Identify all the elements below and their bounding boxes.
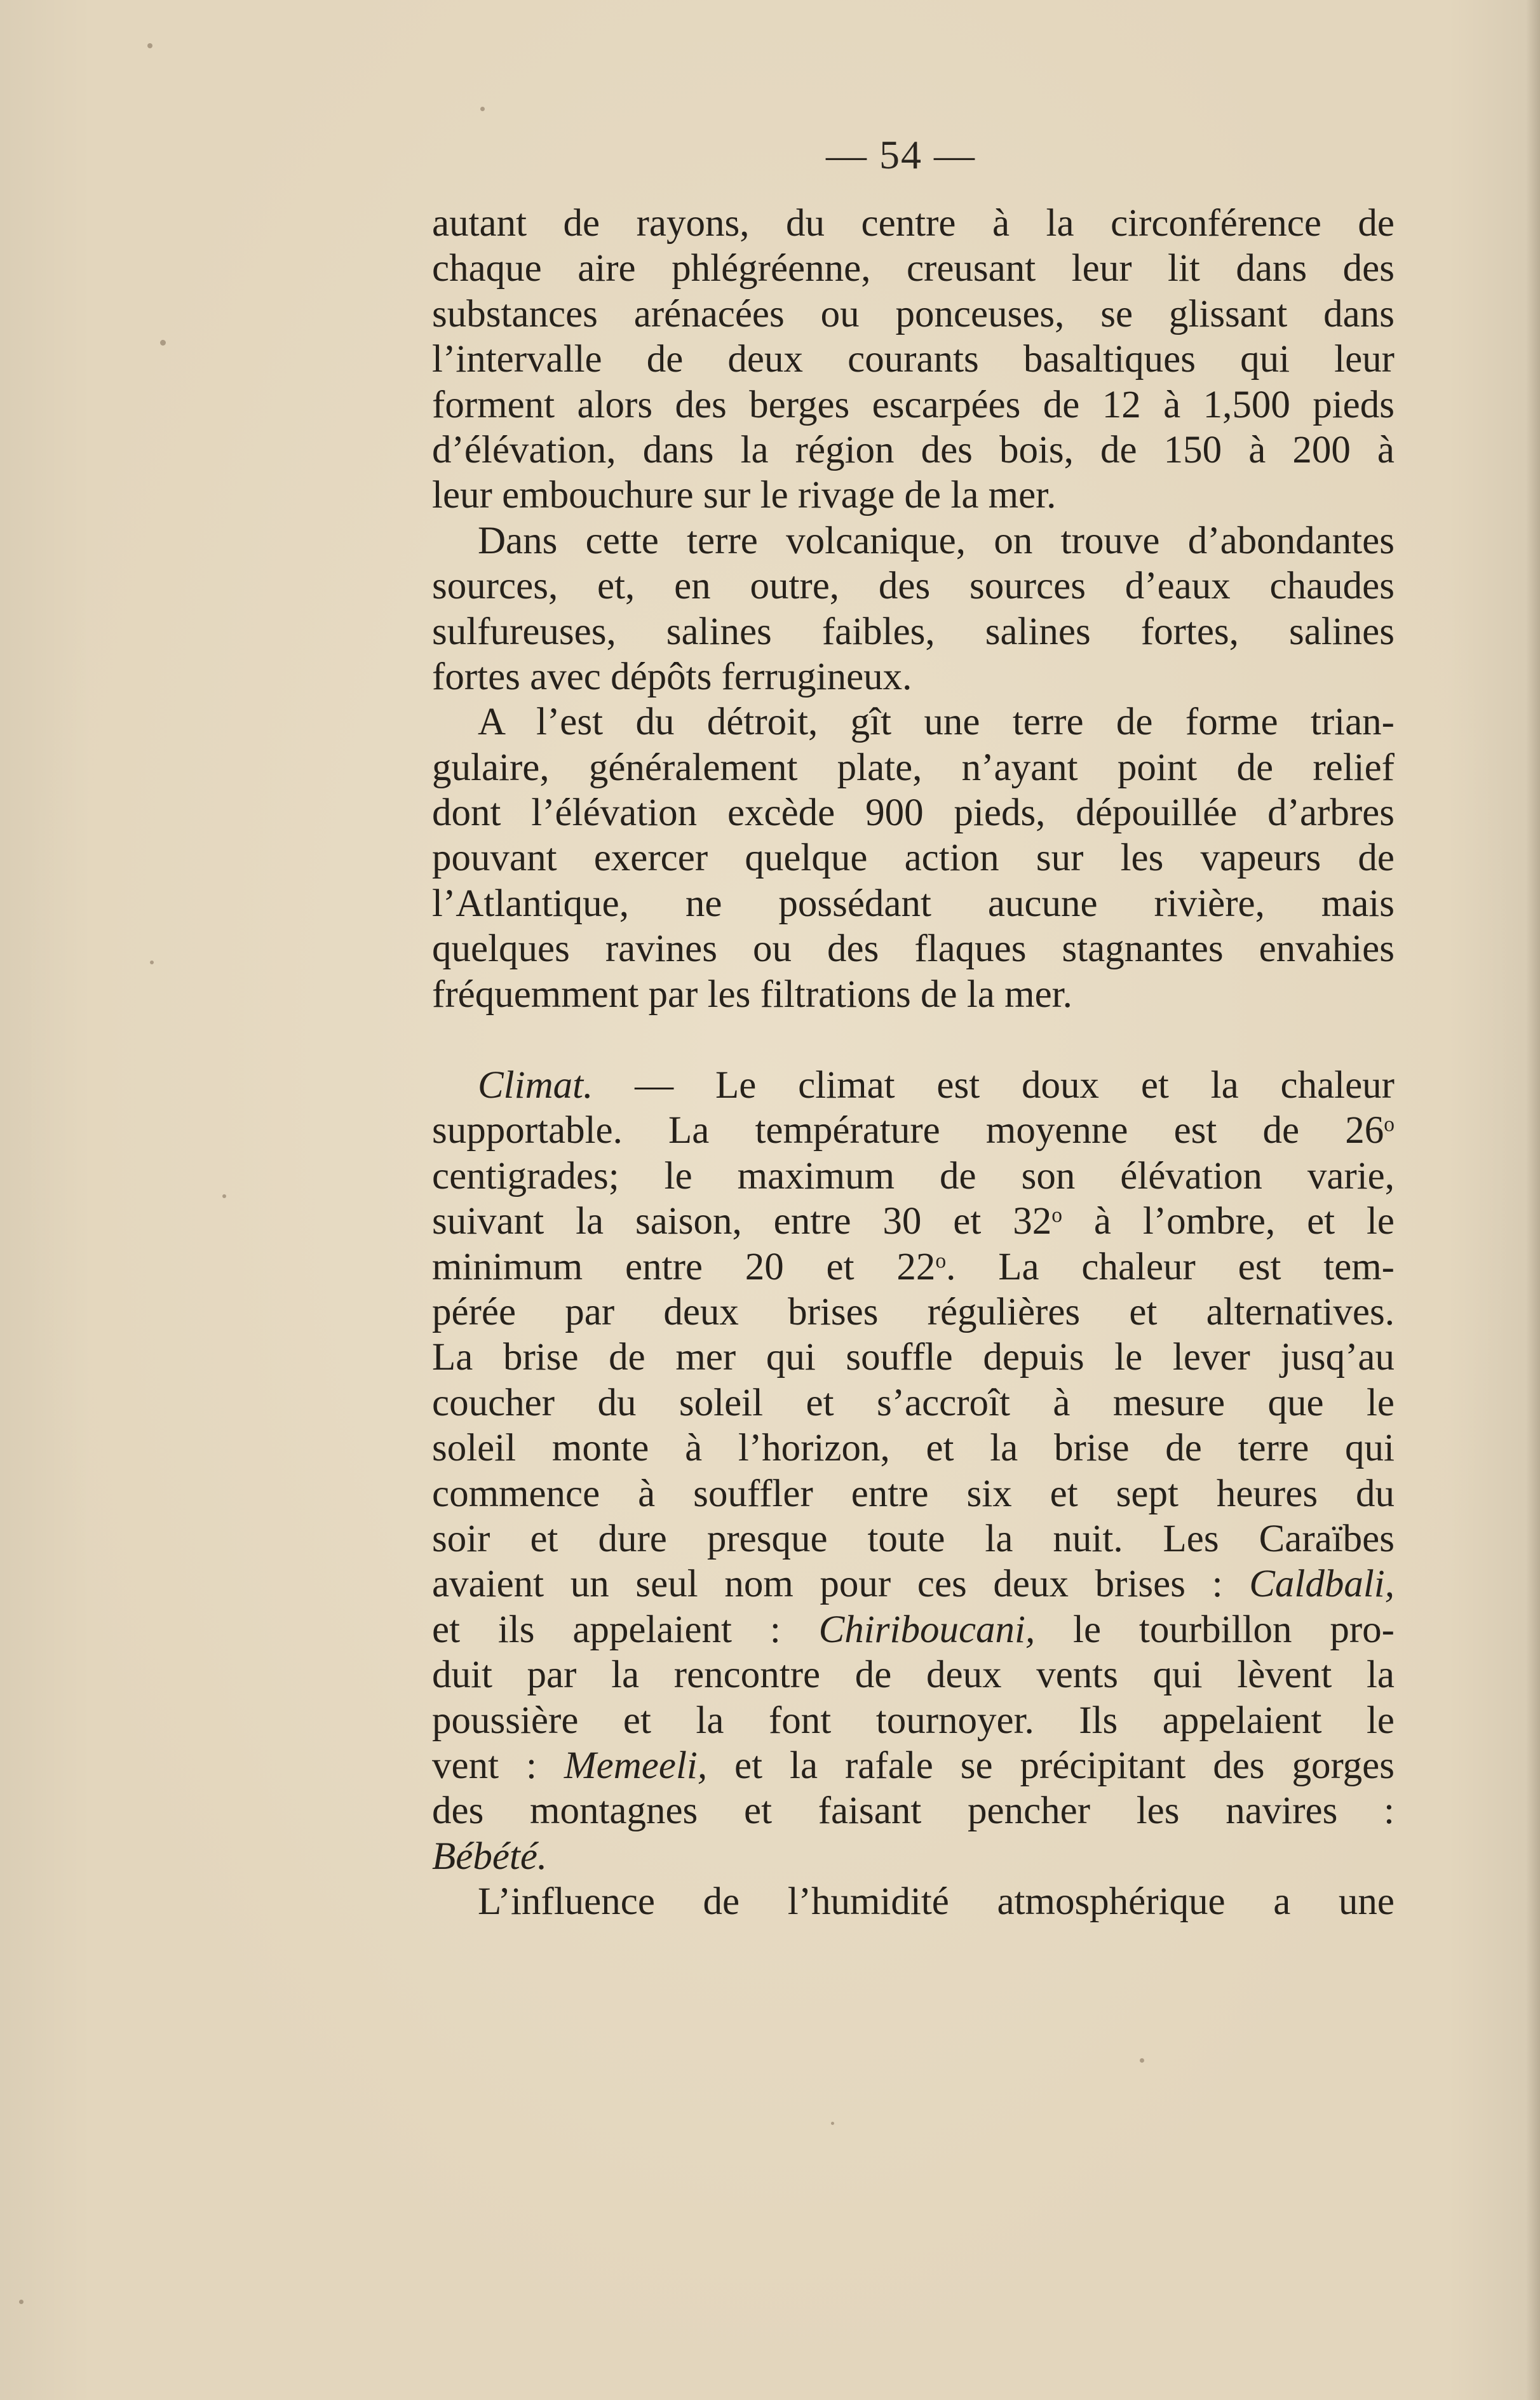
paper-speck bbox=[160, 340, 166, 346]
degree-mark: o bbox=[1384, 1112, 1395, 1136]
text-line: substances arénacées ou ponceuses, se glissant dans bbox=[432, 292, 1395, 335]
text-line bbox=[432, 1063, 1395, 1108]
text-line: forment alors des berges escarpées de 12 à 1,500 pieds bbox=[432, 383, 1395, 426]
text-line: Dans cette terre volcanique, on trouve d’abondantes bbox=[478, 519, 1395, 562]
text-line: gulaire, généralement plate, n’ayant point de relief bbox=[432, 746, 1395, 789]
text-line bbox=[432, 1743, 1395, 1788]
text-line bbox=[432, 1607, 1395, 1652]
text-run: vent : bbox=[432, 1744, 564, 1787]
text-line: l’Atlantique, ne possédant aucune rivière, mais bbox=[432, 882, 1395, 925]
text-line bbox=[432, 1108, 1395, 1153]
page-number: — 54 — bbox=[826, 132, 976, 177]
text-run: minimum entre 20 et 22 bbox=[432, 1245, 936, 1288]
text-line: duit par la rencontre de deux vents qui lèvent la bbox=[432, 1654, 1395, 1697]
text-line bbox=[432, 1834, 1395, 1879]
text-line: des montagnes et faisant pencher les navires : bbox=[432, 1790, 1395, 1833]
caribbean-term: Chiriboucani, bbox=[818, 1608, 1036, 1651]
text-line: centigrades; le maximum de son élévation varie, bbox=[432, 1154, 1395, 1197]
text-run: suivant la saison, entre 30 et 32 bbox=[432, 1200, 1052, 1243]
text-line: fréquemment par les filtrations de la mer. bbox=[432, 973, 1072, 1016]
caribbean-term: Bébété. bbox=[432, 1835, 548, 1878]
paper-speck bbox=[1140, 2058, 1144, 2063]
text-run: et la rafale se précipitant des gorges bbox=[707, 1744, 1395, 1787]
text-line bbox=[432, 1561, 1395, 1607]
text-run: avaient un seul nom pour ces deux brises : bbox=[432, 1563, 1250, 1606]
text-line bbox=[432, 1244, 1395, 1290]
degree-mark: o bbox=[935, 1249, 947, 1273]
text-line: sources, et, en outre, des sources d’eaux chaudes bbox=[432, 565, 1395, 608]
text-line: coucher du soleil et s’accroît à mesure que le bbox=[432, 1381, 1395, 1424]
text-line: soleil monte à l’horizon, et la brise de terre qui bbox=[432, 1427, 1395, 1470]
text-run: à l’ombre, et le bbox=[1062, 1200, 1395, 1243]
text-run: le tourbillon pro- bbox=[1035, 1608, 1395, 1651]
paper-speck bbox=[147, 43, 152, 48]
text-line: poussière et la font tournoyer. Ils appelaient le bbox=[432, 1699, 1395, 1742]
paper-speck bbox=[831, 2122, 834, 2125]
section-gap bbox=[432, 1017, 1395, 1063]
text-line: quelques ravines ou des flaques stagnantes envahies bbox=[432, 927, 1395, 971]
paper-speck bbox=[222, 1194, 226, 1198]
caribbean-term: Caldbali, bbox=[1249, 1563, 1395, 1606]
text-run: . La chaleur est tem- bbox=[946, 1245, 1395, 1288]
body-text bbox=[432, 201, 1395, 1924]
text-line: commence à souffler entre six et sept heures du bbox=[432, 1472, 1395, 1515]
text-line: d’élévation, dans la région des bois, de 150 à 200 à bbox=[432, 428, 1395, 471]
paper-speck bbox=[19, 2300, 24, 2304]
text-line: sulfureuses, salines faibles, salines fortes, salines bbox=[432, 610, 1395, 653]
text-line: l’intervalle de deux courants basaltiques qui leur bbox=[432, 338, 1395, 381]
text-line: A l’est du détroit, gît une terre de forme trian- bbox=[478, 701, 1395, 744]
text-line: pouvant exercer quelque action sur les vapeurs de bbox=[432, 837, 1395, 880]
paper-speck bbox=[150, 961, 154, 964]
text-run: supportable. La température moyenne est de 26 bbox=[432, 1109, 1384, 1152]
text-line: L’influence de l’humidité atmosphérique a une bbox=[478, 1880, 1395, 1924]
degree-mark: o bbox=[1051, 1203, 1062, 1227]
text-line bbox=[432, 1199, 1395, 1244]
caribbean-term: Memeeli, bbox=[564, 1744, 708, 1787]
text-line: dont l’élévation excède 900 pieds, dépouillée d’arbres bbox=[432, 792, 1395, 835]
text-run: et ils appelaient : bbox=[432, 1608, 819, 1651]
section-heading: Climat. bbox=[478, 1064, 593, 1107]
text-line: pérée par deux brises régulières et alternatives. bbox=[432, 1290, 1395, 1333]
text-line: autant de rayons, du centre à la circonférence de bbox=[432, 202, 1395, 245]
text-line: chaque aire phlégréenne, creusant leur lit dans des bbox=[432, 247, 1395, 290]
text-line: soir et dure presque toute la nuit. Les Caraïbes bbox=[432, 1517, 1395, 1560]
text-run: — Le climat est doux et la chaleur bbox=[593, 1064, 1395, 1107]
page-edge-shadow bbox=[1526, 0, 1540, 2400]
text-line: La brise de mer qui souffle depuis le lever jusq’au bbox=[432, 1336, 1395, 1379]
paper-speck bbox=[480, 107, 485, 111]
text-line: fortes avec dépôts ferrugineux. bbox=[432, 655, 912, 698]
text-line: leur embouchure sur le rivage de la mer. bbox=[432, 474, 1057, 517]
